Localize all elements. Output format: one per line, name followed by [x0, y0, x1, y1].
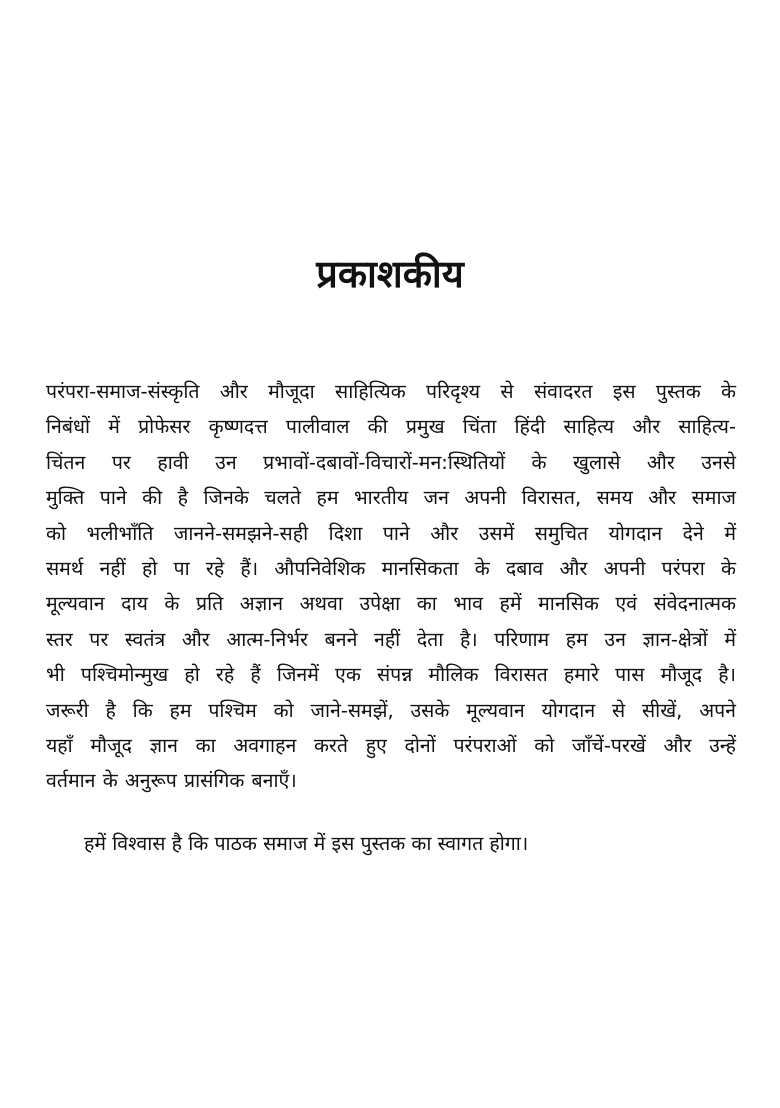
paragraph-line: भी पश्चिमोन्मुख हो रहे हैं जिनमें एक संपन्न मौलिक विरासत हमारे पास मौजूद है।: [46, 663, 736, 687]
paragraph-line: यहाँ मौजूद ज्ञान का अवगाहन करते हुए दोनों परंपराओं को जाँचें-परखें और उन्हें: [46, 734, 736, 758]
paragraph-line: परंपरा-समाज-संस्कृति और मौजूदा साहित्यिक परिदृश्य से संवादरत इस पुस्तक के: [46, 380, 736, 403]
paragraph-line: को भलीभाँति जानने-समझने-सही दिशा पाने और उसमें समुचित योगदान देने में: [46, 521, 736, 545]
paragraph-line: समर्थ नहीं हो पा रहे हैं। औपनिवेशिक मानसिकता के दबाव और अपनी परंपरा के: [46, 557, 736, 581]
paragraph-line: वर्तमान के अनुरूप प्रासंगिक बनाएँ।: [46, 769, 297, 793]
body-paragraph: [46, 374, 736, 799]
paragraph-line: निबंधों में प्रोफेसर कृष्णदत्त पालीवाल की प्रमुख चिंता हिंदी साहित्य और साहित्य-: [46, 415, 736, 439]
closing-line: हमें विश्वास है कि पाठक समाज में इस पुस्तक का स्वागत होगा।: [84, 832, 529, 855]
paragraph-line: चिंतन पर हावी उन प्रभावों-दबावों-विचारों-मन:स्थितियों के खुलासे और उनसे: [46, 450, 736, 474]
paragraph-line: स्तर पर स्वतंत्र और आत्म-निर्भर बनने नहीं देता है। परिणाम हम उन ज्ञान-क्षेत्रों में: [46, 627, 736, 651]
paragraph-line: मूल्यवान दाय के प्रति अज्ञान अथवा उपेक्षा का भाव हमें मानसिक एवं संवेदनात्मक: [46, 592, 736, 616]
paragraph-line: जरूरी है कि हम पश्चिम को जाने-समझें, उसके मूल्यवान योगदान से सीखें, अपने: [46, 698, 736, 722]
paragraph-line: मुक्ति पाने की है जिनके चलते हम भारतीय जन अपनी विरासत, समय और समाज: [46, 486, 736, 510]
page-title: प्रकाशकीय: [316, 252, 464, 296]
